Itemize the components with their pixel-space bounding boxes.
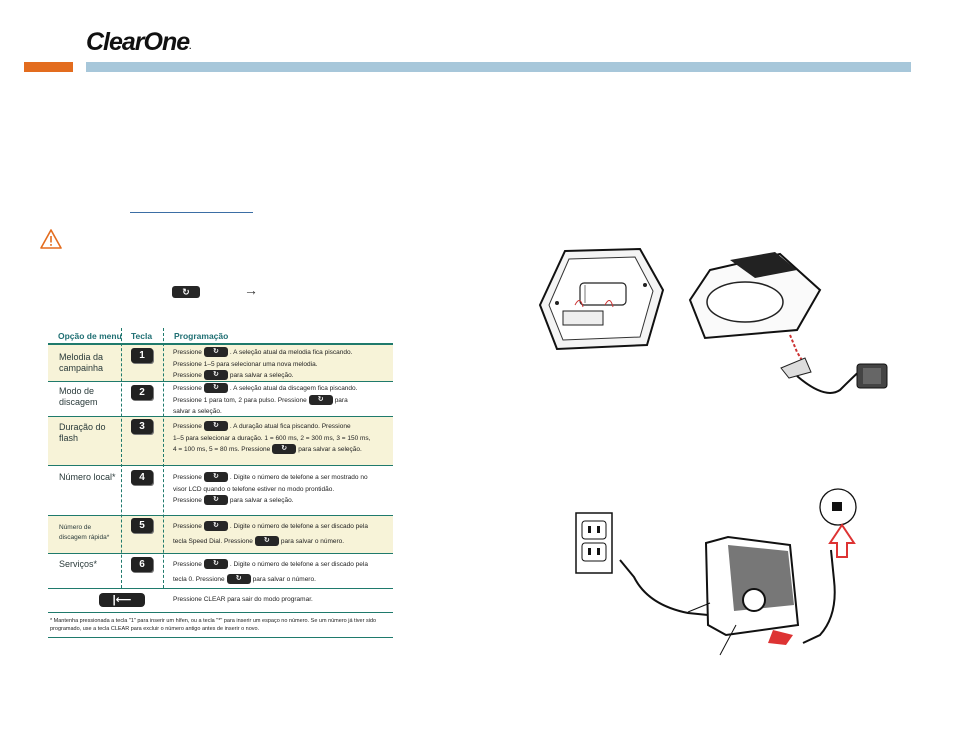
phone-battery-compartment-illustration (535, 245, 670, 357)
header-programming: Programação (174, 331, 229, 341)
column-divider (163, 328, 164, 588)
program-key-icon: ↻ (204, 421, 228, 431)
program-key-icon: ↻ (272, 444, 296, 454)
program-key-icon: ↻ (204, 559, 228, 569)
option-label: Melodia da campainha (59, 352, 104, 373)
clear-instruction: Pressione CLEAR para sair do modo programar. (173, 596, 313, 603)
option-label: Serviços* (59, 559, 98, 569)
clearone-logo: ClearOne. (86, 28, 192, 56)
program-key-icon: ↻ (204, 383, 228, 393)
header-accent-bar (24, 62, 73, 72)
key-6: 6 (131, 557, 153, 572)
program-key-icon: ↻ (255, 536, 279, 546)
program-key-icon: ↻ (204, 495, 228, 505)
hyperlink-underline[interactable] (130, 212, 253, 213)
programming-text: Pressione ↻ . Digite o número de telefone a ser discado pela tecla Speed Dial. Pressione ↻ para salvar o número. (173, 522, 368, 545)
programming-text: Pressione ↻ . Digite o número de telefone a ser discado pela tecla 0. Pressione ↻ para salvar o número. (173, 560, 368, 583)
header-rule-bar (86, 62, 911, 72)
clear-key: |⟵ (99, 593, 145, 607)
programming-text: Pressione ↻ . Digite o número de telefone a ser mostrado no visor LCD quando o telefone estiver no modo prontidão. Pressione ↻ para salvar a seleção. (173, 473, 368, 504)
key-5: 5 (131, 518, 153, 533)
programming-text: Pressione ↻ . A seleção atual da melodia fica piscando. Pressione 1–5 para selecionar uma nova melodia. Pressione ↻ para salvar a seleção. (173, 348, 353, 379)
header-option: Opção de menu (58, 331, 122, 341)
program-key-icon: ↻ (309, 395, 333, 405)
key-2: 2 (131, 385, 153, 400)
program-key-icon: ↻ (172, 286, 200, 298)
wall-outlet-connection-illustration (568, 485, 868, 670)
row-rule-clear (48, 588, 393, 589)
program-key-icon: ↻ (204, 347, 228, 357)
row-rule-footnote (48, 612, 393, 613)
key-4: 4 (131, 470, 153, 485)
programming-text: Pressione ↻ . A seleção atual da discagem fica piscando. Pressione 1 para tom, 2 para pulso. Pressione ↻ para salvar a seleção. (173, 384, 358, 415)
option-label: Modo de discagem (59, 386, 98, 407)
column-divider (121, 328, 122, 588)
option-label: Duração do flash (59, 422, 106, 443)
header-key: Tecla (131, 331, 153, 341)
option-label: Número local* (59, 472, 116, 482)
table-footnote: * Mantenha pressionada a tecla "1" para inserir um hífen, ou a tecla "*" para inserir um espaço no número. Se um número já tiver sido programado, use a tecla CLEAR para excluir o número antigo antes de inserir o novo. (50, 618, 377, 632)
option-label: Número de discagem rápida* (59, 524, 110, 541)
warning-triangle-icon (40, 229, 62, 249)
key-3: 3 (131, 419, 153, 434)
phone-base-adapter-illustration (685, 250, 910, 410)
arrow-right-icon: → (244, 282, 258, 298)
program-key-icon: ↻ (204, 521, 228, 531)
program-key-icon: ↻ (227, 574, 251, 584)
programming-text: Pressione ↻ . A duração atual fica piscando. Pressione 1–5 para selecionar a duração. 1 = 600 ms, 2 = 300 ms, 3 = 150 ms, 4 = 100 ms, 5 = 80 ms. Pressione ↻ para salvar a seleção. (173, 422, 371, 453)
table-bottom-rule (48, 637, 393, 638)
program-key-icon: ↻ (204, 472, 228, 482)
key-1: 1 (131, 348, 153, 363)
program-key-icon: ↻ (204, 370, 228, 380)
